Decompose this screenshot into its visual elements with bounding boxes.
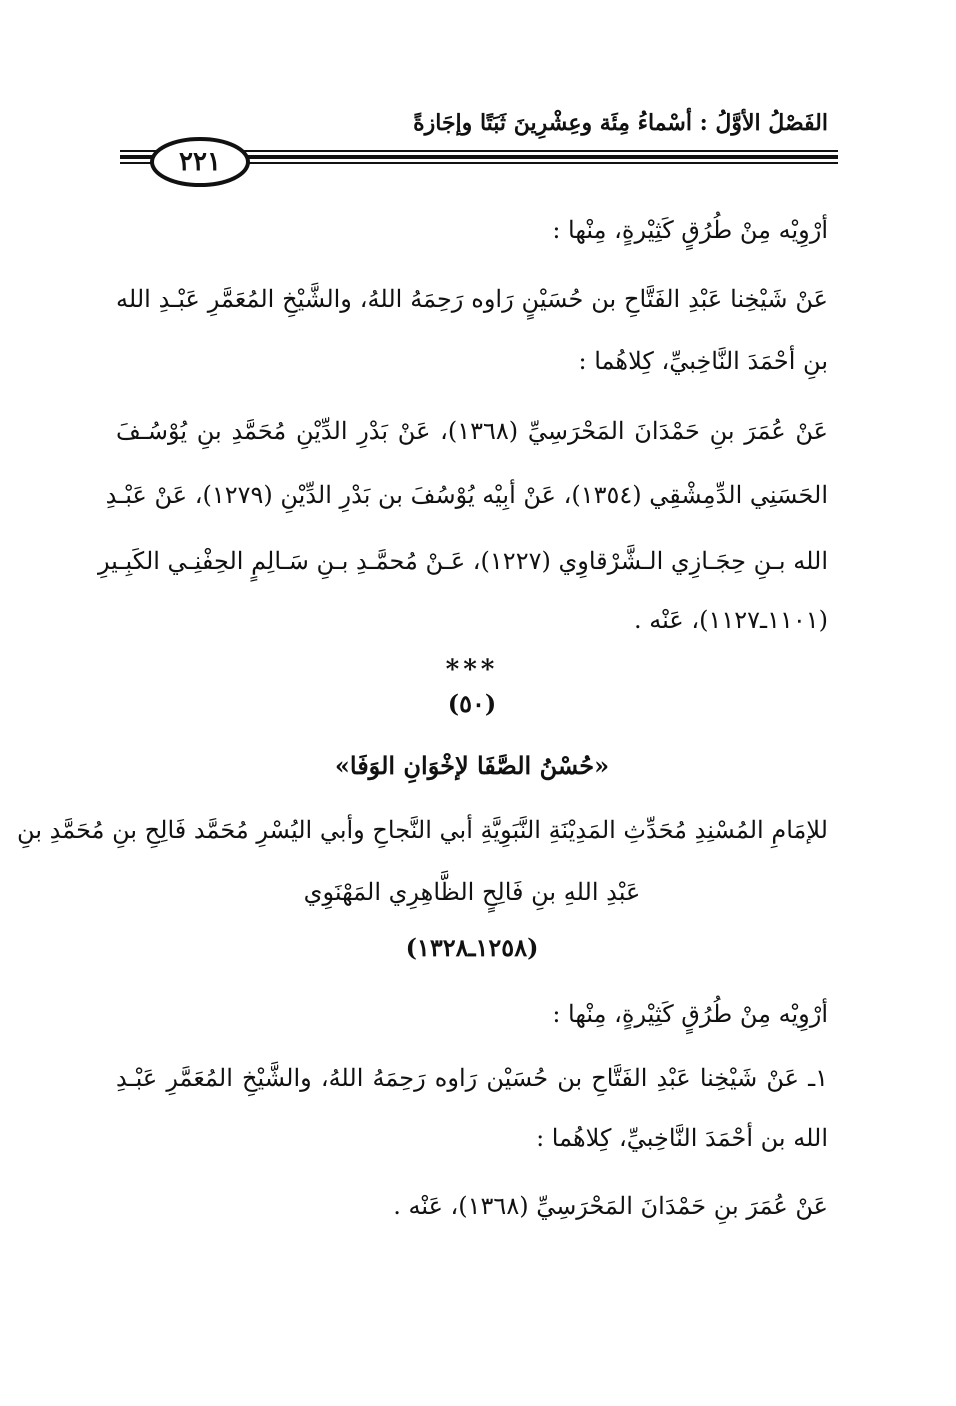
- paragraph-line: بنِ أحْمَدَ النَّاخِبيِّ، كِلاهُما :: [578, 347, 828, 375]
- author-line: عَبْدِ اللهِ بنِ فَالِحٍ الظَّاهِرِي المَهْنَوِي: [303, 878, 641, 906]
- page-number: ٢٢١: [179, 147, 221, 177]
- list-item-line: عَنْ عُمَرَ بنِ حَمْدَانَ المَحْرَسِيِّ (١٣٦٨)، عَنْه .: [393, 1192, 828, 1220]
- paragraph-line: (١١٠١ـ١١٢٧)، عَنْه .: [634, 606, 828, 634]
- author-dates: (١٢٥٨ـ١٣٢٨): [405, 933, 539, 962]
- paragraph-line: عَنْ عُمَرَ بنِ حَمْدَانَ المَحْرَسِيِّ (١٣٦٨)، عَنْ بَدْرِ الدِّيْنِ مُحَمَّدِ بنِ يُوْسُـفَ: [116, 417, 828, 445]
- paragraph-line: عَنْ شَيْخِنا عَبْدِ الفَتَّاحِ بن حُسَيْنٍ رَاوه رَحِمَهُ اللهُ، والشَّيْخِ المُعَمَّرِ عَبْـدِ الله: [116, 285, 828, 313]
- book-title: «حُسْنُ الصَّفَا لإخْوَانِ الوَفَا»: [334, 751, 610, 780]
- list-item-line: ١ـ عَنْ شَيْخِنا عَبْدِ الفَتَّاحِ بن حُسَيْن رَاوه رَحِمَهُ اللهُ، والشَّيْخِ المُعَمَّرِ عَبْـدِ: [116, 1064, 828, 1092]
- section-separator: ***: [445, 655, 499, 685]
- section-number: (٥٠): [447, 689, 497, 718]
- intro-line: أرْوِيْه مِنْ طُرُقٍ كَثِيْرةٍ، مِنْها :: [552, 216, 828, 244]
- list-item-line: الله بن أحْمَدَ النَّاخِبيِّ، كِلاهُما :: [536, 1124, 828, 1152]
- author-line: للإمَامِ المُسْنِدِ مُحَدِّثِ المَدِيْنَةِ النَّبَوِيَّةِ أبي النَّجاحِ وأبي اليُسْرِ مُحَمَّد فَالِحِ بنِ مُحَمَّدِ بنِ: [17, 816, 828, 844]
- running-header-title: الفَصْلُ الأوَّلُ : أسْماءُ مِئَة وعِشْرِينَ ثَبَتًا وإجَازةً: [413, 110, 828, 136]
- intro-line: أرْوِيْه مِنْ طُرُقٍ كَثِيْرةٍ، مِنْها :: [552, 1000, 828, 1028]
- paragraph-line: الله بـنِ حِجَـازِي الـشَّرْقاوِي (١٢٢٧)، عَـنْ مُحمَّـدِ بـنِ سَـالِمٍ الحِفْنِـي الكَبِـيرِ: [97, 547, 828, 575]
- paragraph-line: الحَسَنِي الدِّمِشْقِي (١٣٥٤)، عَنْ أبِيْه يُوْسُفَ بن بَدْرِ الدِّيْنِ (١٢٧٩)، عَنْ عَبْـدِ: [105, 481, 828, 509]
